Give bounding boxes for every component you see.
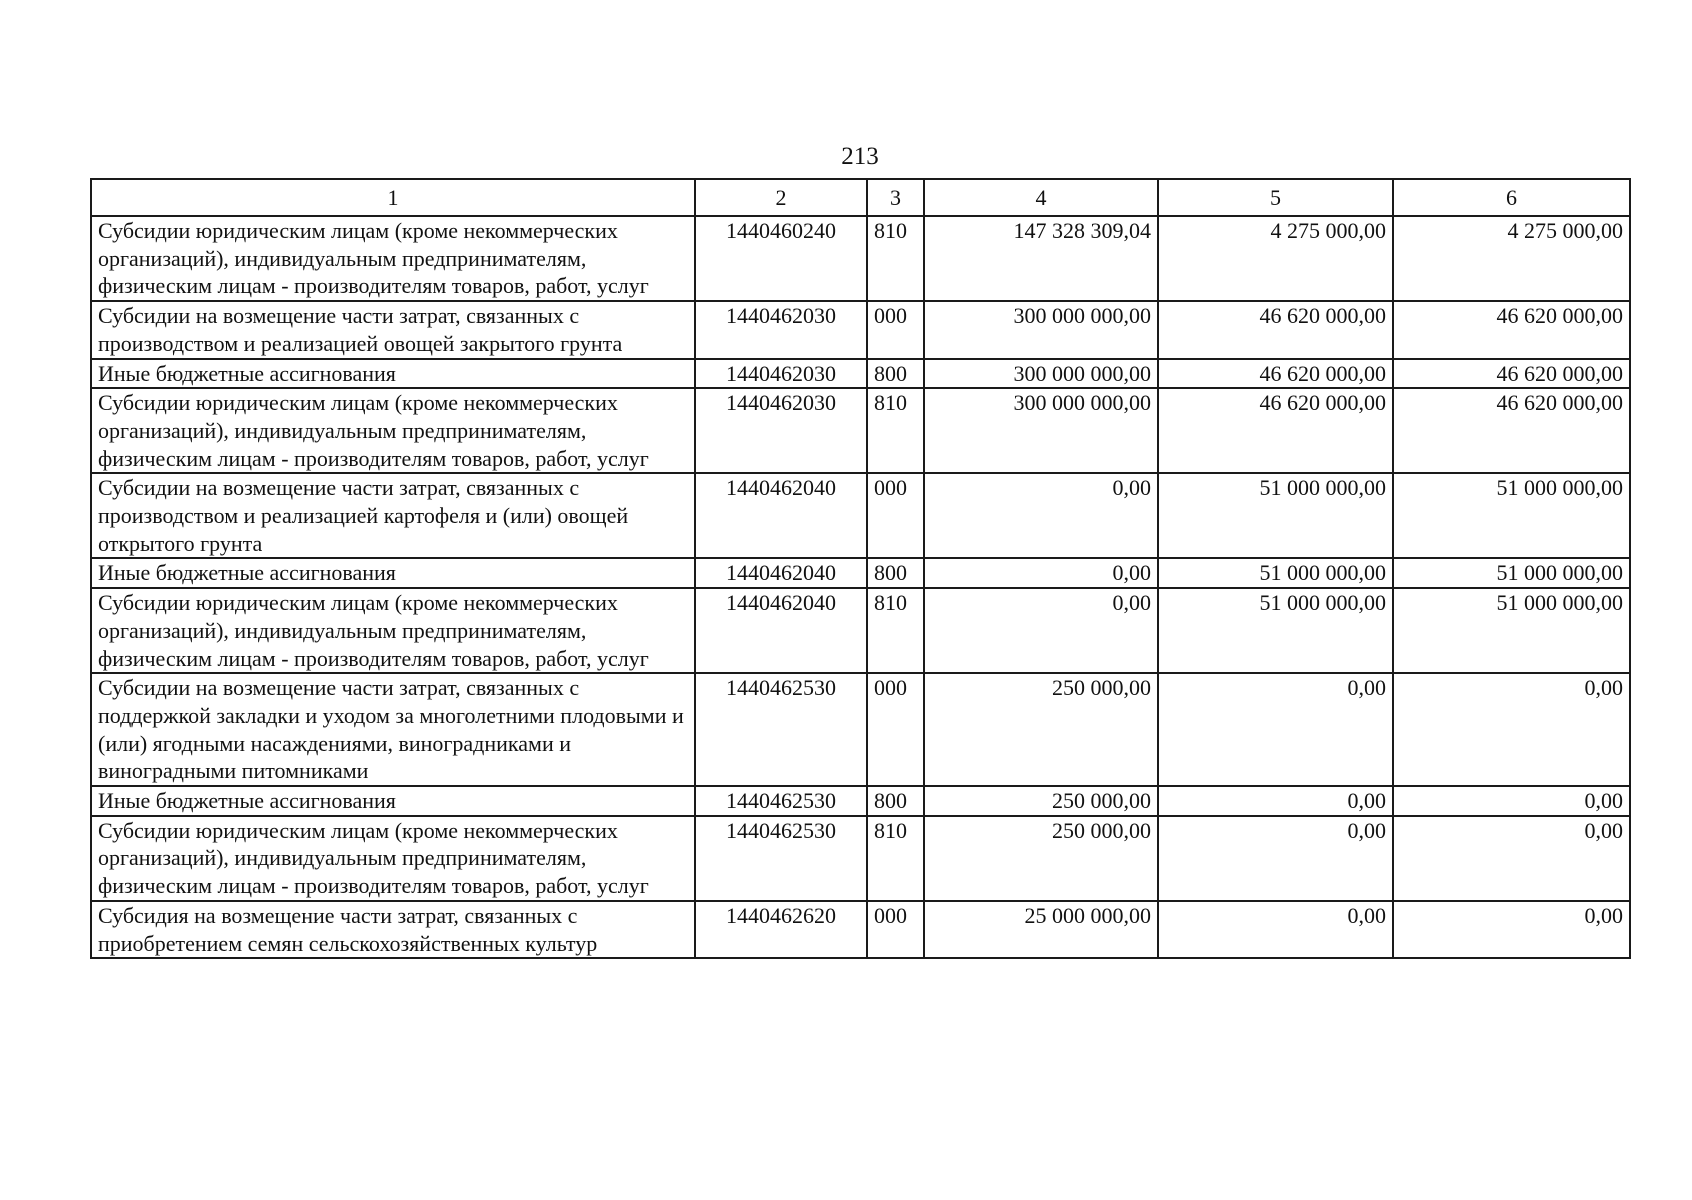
- row-name-cell: Иные бюджетные ассигнования: [91, 786, 695, 816]
- row-code-cell: 1440462620: [695, 901, 867, 958]
- row-name-cell: Субсидии юридическим лицам (кроме некоммерческих организаций), индивидуальным предпринимателям, физическим лицам - производителям товаров, работ, услуг: [91, 216, 695, 301]
- table-row: [91, 816, 1630, 901]
- row-amount-col6: 0,00: [1393, 786, 1630, 816]
- row-code-cell: 1440460240: [695, 216, 867, 301]
- row-name-cell: Субсидии на возмещение части затрат, связанных с поддержкой закладки и уходом за многолетними плодовыми и (или) ягодными насаждениями, виноградниками и виноградными питомниками: [91, 673, 695, 786]
- row-name-cell: Иные бюджетные ассигнования: [91, 558, 695, 588]
- row-amount-col6: 46 620 000,00: [1393, 388, 1630, 473]
- row-amount-col4: 300 000 000,00: [924, 388, 1158, 473]
- row-amount-col6: 0,00: [1393, 673, 1630, 786]
- row-amount-col4: 250 000,00: [924, 816, 1158, 901]
- table-row: [91, 473, 1630, 558]
- table-row: [91, 588, 1630, 673]
- row-amount-col4: 250 000,00: [924, 673, 1158, 786]
- row-code-cell: 1440462040: [695, 473, 867, 558]
- row-amount-col5: 51 000 000,00: [1158, 588, 1393, 673]
- row-type-cell: 000: [867, 901, 924, 958]
- row-amount-col6: 51 000 000,00: [1393, 588, 1630, 673]
- table-row: [91, 786, 1630, 816]
- table-row: [91, 359, 1630, 389]
- header-cell-3: 3: [867, 179, 924, 216]
- row-type-cell: 810: [867, 216, 924, 301]
- page-number: 213: [841, 143, 879, 170]
- row-type-cell: 800: [867, 558, 924, 588]
- row-amount-col5: 0,00: [1158, 816, 1393, 901]
- header-cell-1: 1: [91, 179, 695, 216]
- row-code-cell: 1440462030: [695, 359, 867, 389]
- row-amount-col6: 46 620 000,00: [1393, 301, 1630, 358]
- row-amount-col6: 0,00: [1393, 816, 1630, 901]
- row-amount-col5: 0,00: [1158, 901, 1393, 958]
- table-row: [91, 673, 1630, 786]
- row-amount-col4: 0,00: [924, 473, 1158, 558]
- row-type-cell: 810: [867, 816, 924, 901]
- row-amount-col4: 147 328 309,04: [924, 216, 1158, 301]
- header-row: [91, 179, 1630, 216]
- row-code-cell: 1440462530: [695, 673, 867, 786]
- row-amount-col5: 0,00: [1158, 673, 1393, 786]
- row-name-cell: Субсидии на возмещение части затрат, связанных с производством и реализацией картофеля и (или) овощей открытого грунта: [91, 473, 695, 558]
- header-cell-4: 4: [924, 179, 1158, 216]
- row-amount-col6: 0,00: [1393, 901, 1630, 958]
- row-code-cell: 1440462530: [695, 816, 867, 901]
- row-name-cell: Субсидии юридическим лицам (кроме некоммерческих организаций), индивидуальным предпринимателям, физическим лицам - производителям товаров, работ, услуг: [91, 588, 695, 673]
- row-type-cell: 000: [867, 473, 924, 558]
- row-amount-col4: 250 000,00: [924, 786, 1158, 816]
- header-cell-6: 6: [1393, 179, 1630, 216]
- row-type-cell: 000: [867, 301, 924, 358]
- header-cell-2: 2: [695, 179, 867, 216]
- row-amount-col6: 51 000 000,00: [1393, 473, 1630, 558]
- row-amount-col5: 46 620 000,00: [1158, 388, 1393, 473]
- row-amount-col5: 4 275 000,00: [1158, 216, 1393, 301]
- row-amount-col5: 51 000 000,00: [1158, 558, 1393, 588]
- table-row: [91, 216, 1630, 301]
- row-name-cell: Субсидии юридическим лицам (кроме некоммерческих организаций), индивидуальным предпринимателям, физическим лицам - производителям товаров, работ, услуг: [91, 816, 695, 901]
- table-row: [91, 301, 1630, 358]
- row-type-cell: 810: [867, 388, 924, 473]
- row-code-cell: 1440462030: [695, 301, 867, 358]
- row-amount-col5: 0,00: [1158, 786, 1393, 816]
- row-name-cell: Субсидии на возмещение части затрат, связанных с производством и реализацией овощей закрытого грунта: [91, 301, 695, 358]
- row-code-cell: 1440462530: [695, 786, 867, 816]
- row-type-cell: 800: [867, 359, 924, 389]
- row-type-cell: 000: [867, 673, 924, 786]
- row-name-cell: Субсидия на возмещение части затрат, связанных с приобретением семян сельскохозяйственных культур: [91, 901, 695, 958]
- row-type-cell: 810: [867, 588, 924, 673]
- row-amount-col4: 300 000 000,00: [924, 301, 1158, 358]
- row-amount-col4: 300 000 000,00: [924, 359, 1158, 389]
- row-amount-col5: 46 620 000,00: [1158, 359, 1393, 389]
- table-row: [91, 558, 1630, 588]
- row-type-cell: 800: [867, 786, 924, 816]
- row-amount-col6: 4 275 000,00: [1393, 216, 1630, 301]
- header-cell-5: 5: [1158, 179, 1393, 216]
- table-row: [91, 901, 1630, 958]
- row-amount-col6: 46 620 000,00: [1393, 359, 1630, 389]
- row-amount-col4: 25 000 000,00: [924, 901, 1158, 958]
- row-code-cell: 1440462040: [695, 558, 867, 588]
- budget-table: [90, 178, 1631, 959]
- row-amount-col6: 51 000 000,00: [1393, 558, 1630, 588]
- table-row: [91, 388, 1630, 473]
- row-name-cell: Иные бюджетные ассигнования: [91, 359, 695, 389]
- row-code-cell: 1440462030: [695, 388, 867, 473]
- row-amount-col5: 51 000 000,00: [1158, 473, 1393, 558]
- row-amount-col5: 46 620 000,00: [1158, 301, 1393, 358]
- row-amount-col4: 0,00: [924, 588, 1158, 673]
- row-code-cell: 1440462040: [695, 588, 867, 673]
- row-name-cell: Субсидии юридическим лицам (кроме некоммерческих организаций), индивидуальным предпринимателям, физическим лицам - производителям товаров, работ, услуг: [91, 388, 695, 473]
- row-amount-col4: 0,00: [924, 558, 1158, 588]
